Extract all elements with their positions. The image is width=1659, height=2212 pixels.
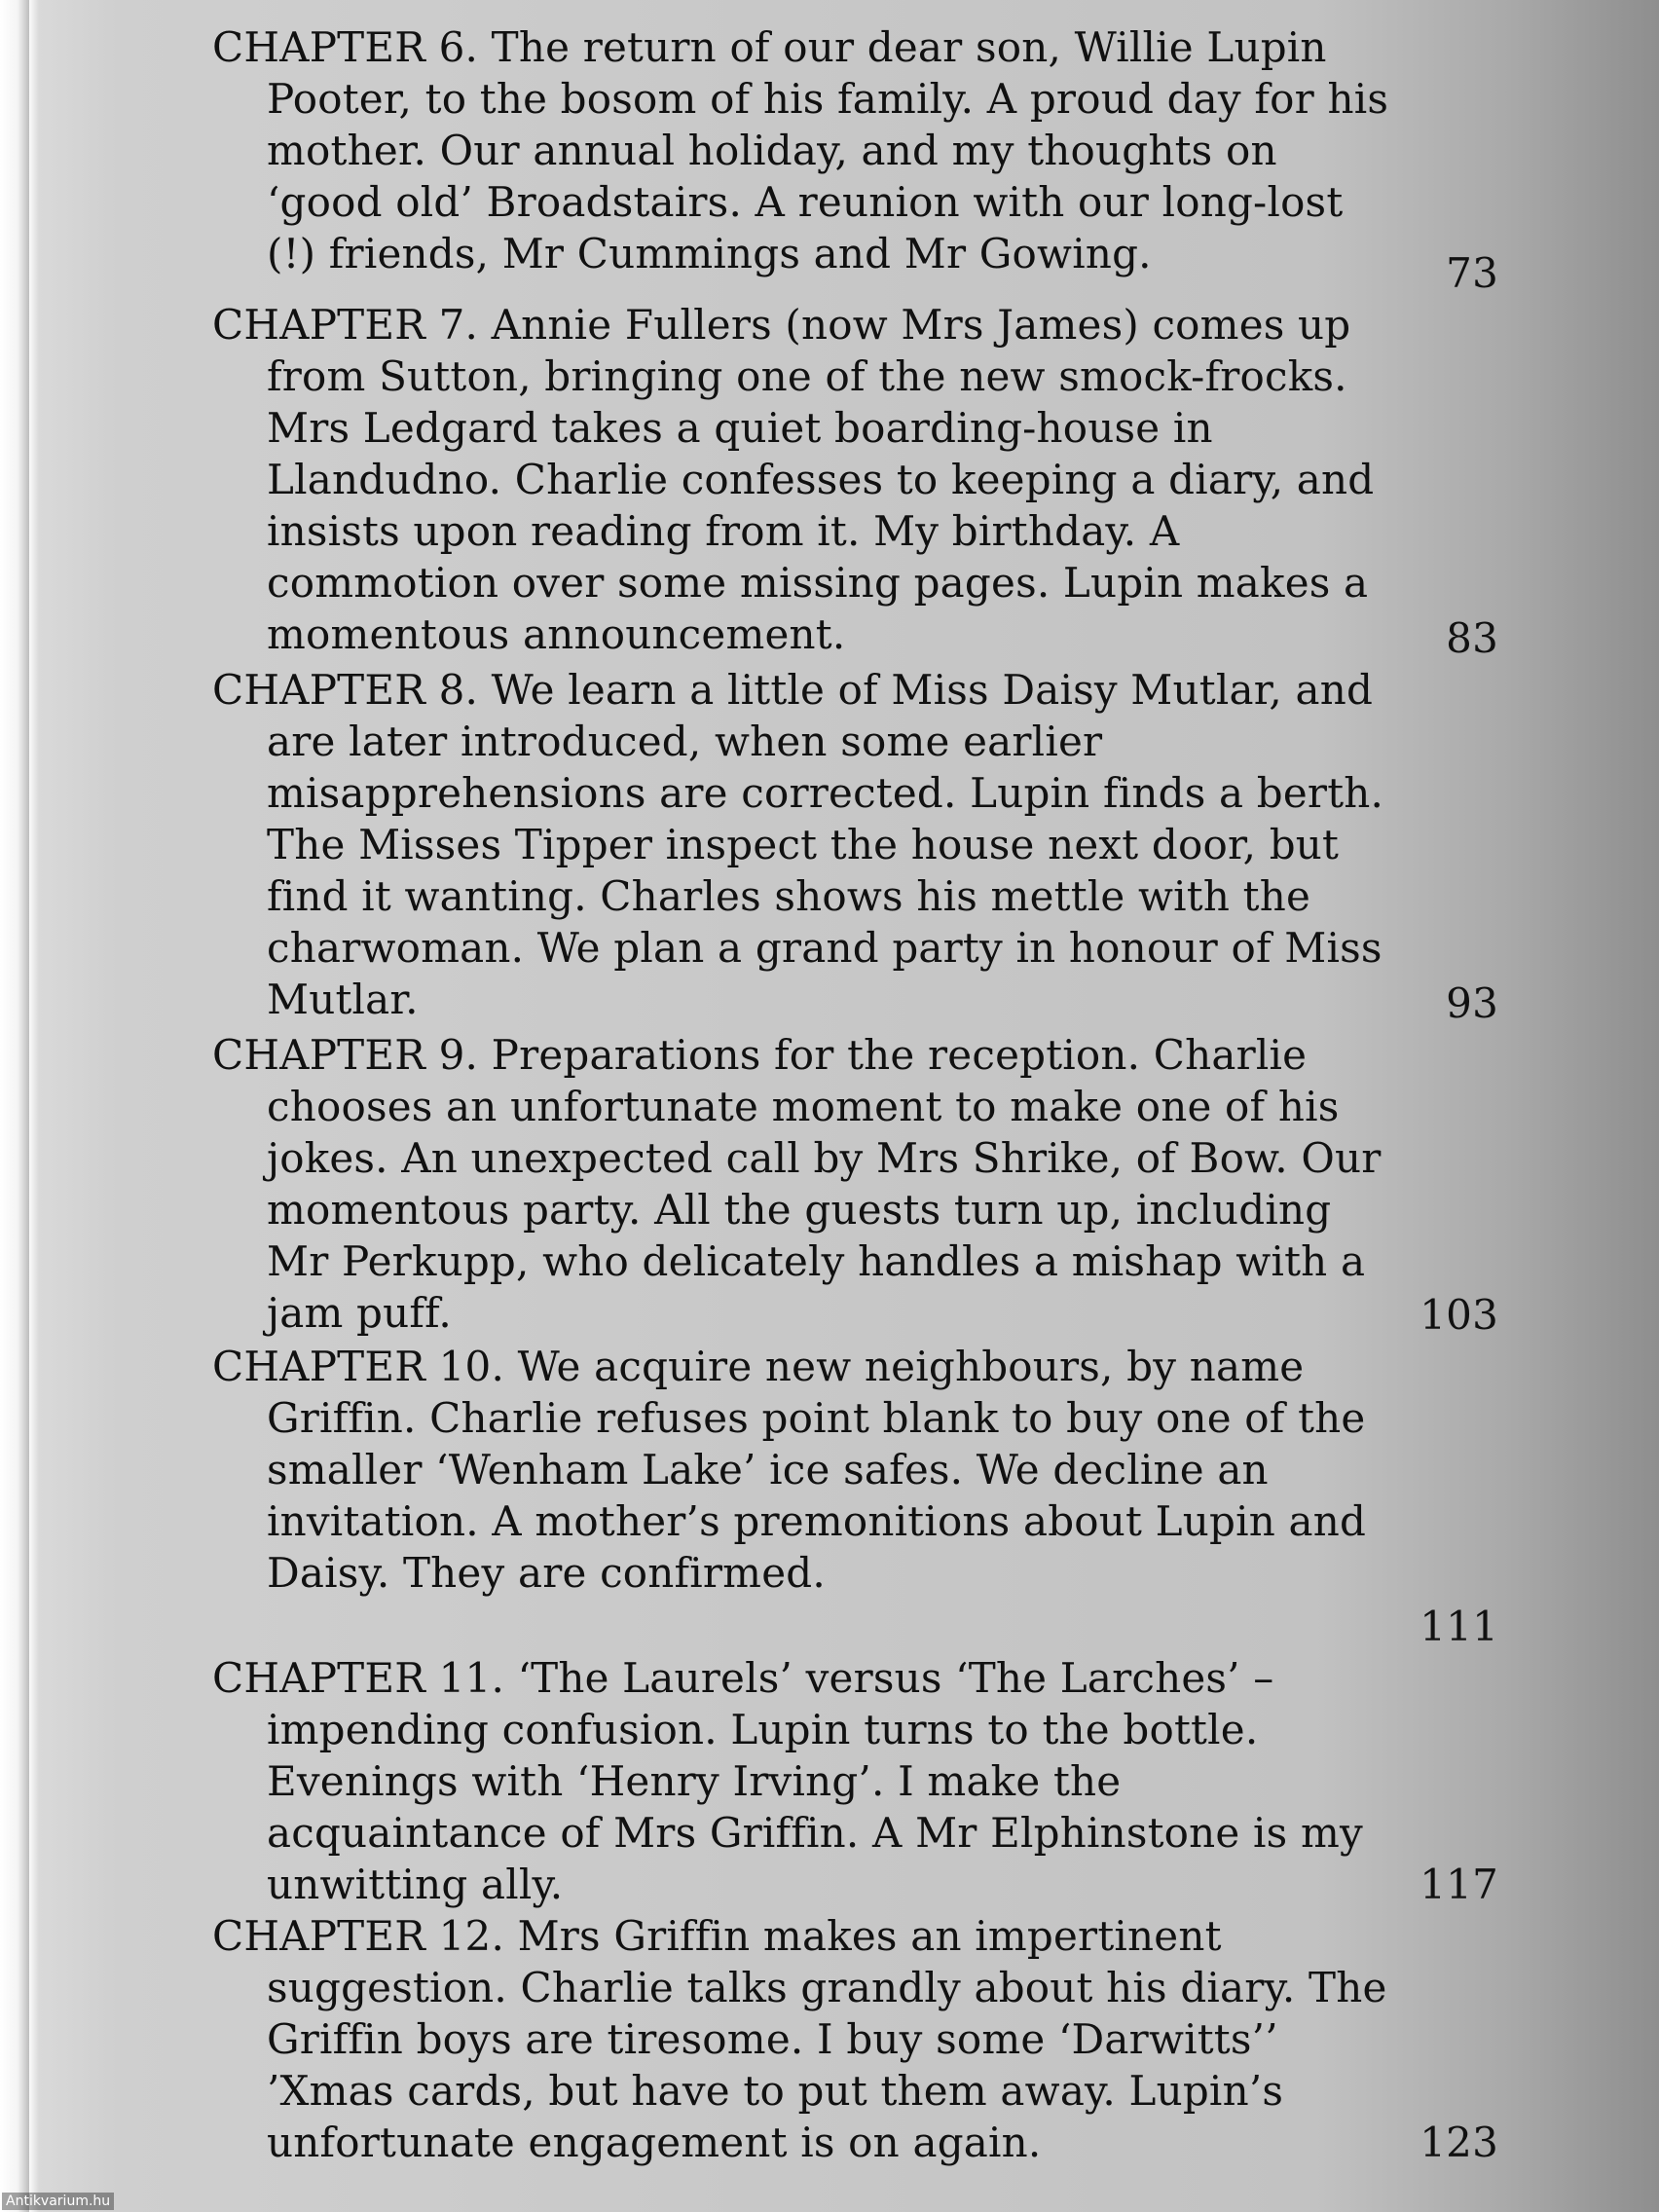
chapter-summary: Preparations for the reception. Charlie chooses an unfortunate moment to make one of his jokes. An unexpected call by Mrs Shrike, of Bow. Our momentous party. All the guests turn up, including Mr Perkupp, who delicately handles a mishap with a jam puff. xyxy=(267,1031,1382,1337)
page-number: 93 xyxy=(1446,979,1498,1027)
chapter-summary: We learn a little of Miss Daisy Mutlar, and are later introduced, when some earlier misapprehensions are corrected. Lupin finds a berth. The Misses Tipper inspect the house next door, but find it wanting. Charles shows his mettle with the charwoman. We plan a grand party in honour of Miss Mutlar. xyxy=(267,666,1384,1023)
toc-entry-body xyxy=(212,299,1502,660)
chapter-label: CHAPTER 12. xyxy=(212,1912,504,1960)
chapter-label: CHAPTER 11. xyxy=(212,1654,504,1702)
chapter-label: CHAPTER 7. xyxy=(212,301,479,349)
chapter-summary: Mrs Griffin makes an impertinent suggestion. Charlie talks grandly about his diary. The Griffin boys are tiresome. I buy some ‘Darwitts’’ ’Xmas cards, but have to put them away. Lupin’s unfortunate engagement is on again. xyxy=(267,1912,1387,2166)
watermark: Antikvarium.hu xyxy=(2,2193,114,2210)
toc-entry-chapter-12 xyxy=(212,1910,1502,2168)
page-number: 73 xyxy=(1446,249,1498,297)
toc-entry-chapter-9 xyxy=(212,1029,1502,1341)
toc-entry-body xyxy=(212,1341,1502,1599)
toc-entry-body xyxy=(212,664,1502,1025)
chapter-summary: ‘The Laurels’ versus ‘The Larches’ – impending confusion. Lupin turns to the bottle. Evenings with ‘Henry Irving’. I make the acquaintance of Mrs Griffin. A Mr Elphinstone is my unwitting ally. xyxy=(267,1654,1363,1908)
chapter-label: CHAPTER 10. xyxy=(212,1343,504,1390)
chapter-summary: The return of our dear son, Willie Lupin Pooter, to the bosom of his family. A proud day for his mother. Our annual holiday, and my thoughts on ‘good old’ Broadstairs. A reunion with our long-lost (!) friends, Mr Cummings and Mr Gowing. xyxy=(267,23,1389,277)
toc-entry-body xyxy=(212,1029,1502,1339)
page-edge xyxy=(0,0,29,2212)
page-number: 103 xyxy=(1419,1291,1498,1339)
chapter-summary: We acquire new neighbours, by name Griffin. Charlie refuses point blank to buy one of the smaller ‘Wenham Lake’ ice safes. We decline an invitation. A mother’s premonitions about Lupin and Daisy. They are confirmed. xyxy=(267,1343,1367,1597)
toc-entry-body xyxy=(212,1910,1502,2168)
table-of-contents xyxy=(212,21,1502,2168)
toc-entry-chapter-11 xyxy=(212,1652,1502,1910)
page-number: 111 xyxy=(1419,1603,1498,1650)
toc-entry-chapter-10 xyxy=(212,1341,1502,1652)
toc-entry-chapter-7 xyxy=(212,299,1502,664)
page-number: 123 xyxy=(1419,2119,1498,2166)
toc-entry-chapter-6 xyxy=(212,21,1502,299)
toc-entry-chapter-8 xyxy=(212,664,1502,1029)
toc-entry-body xyxy=(212,21,1502,279)
page-number: 83 xyxy=(1446,614,1498,662)
chapter-label: CHAPTER 9. xyxy=(212,1031,479,1079)
chapter-summary: Annie Fullers (now Mrs James) comes up from Sutton, bringing one of the new smock-frocks. Mrs Ledgard takes a quiet boarding-house in Llandudno. Charlie confesses to keeping a diary, and insists upon reading from it. My birthday. A commotion over some missing pages. Lupin makes a momentous announcement. xyxy=(267,301,1375,658)
page-number: 117 xyxy=(1419,1861,1498,1908)
chapter-label: CHAPTER 8. xyxy=(212,666,479,714)
chapter-label: CHAPTER 6. xyxy=(212,23,479,71)
toc-entry-body xyxy=(212,1652,1502,1910)
